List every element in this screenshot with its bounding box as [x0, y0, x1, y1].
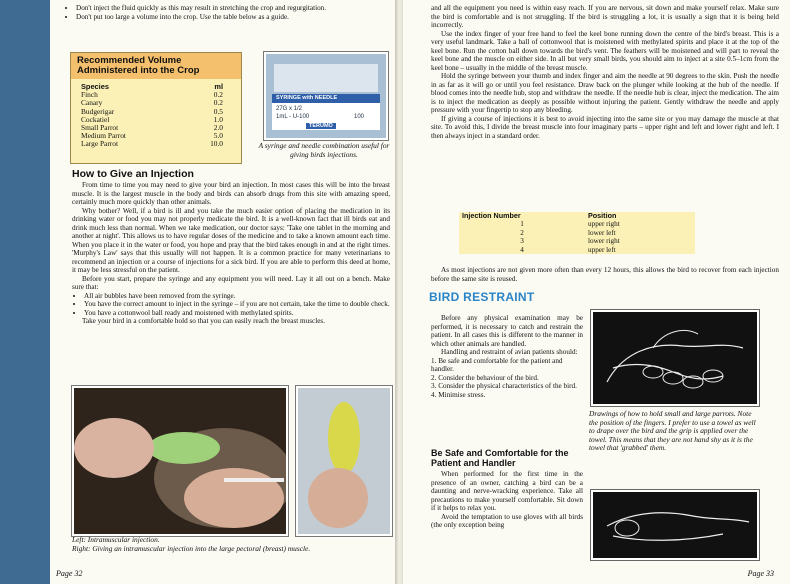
body-text [431, 470, 583, 530]
syringe-caption: A syringe and needle combination useful for giving birds injections. [258, 141, 390, 159]
page-33 [403, 0, 790, 584]
table-row: Finch 0.2 [81, 90, 223, 100]
bullet-item: • You have the correct amount to inject in the syringe – if you are not certain, take the time to double check. [84, 300, 390, 309]
photo-caption: Left: Intramuscular injection. Right: Giving an intramuscular injection into the large pectoral (breast) muscle. [72, 535, 311, 553]
list-item: 1. Be safe and comfortable for the patient and handler. [431, 356, 563, 373]
page-number: Page 33 [747, 569, 774, 578]
terumo-logo: TERUMO [306, 123, 336, 129]
subheading: Be Safe and Comfortable for the Patient and Handler [431, 448, 569, 468]
paragraph: and all the equipment you need is within easy reach. If you are nervous, sit down and make yourself relax. Make sure the bird is comfortable and is not struggling. If the bird is struggling a lot, it is usually a sign that it is being held incorrectly. [431, 4, 779, 29]
paragraph: If giving a course of injections it is best to avoid injecting into the same site or you may damage the muscle at that site. To avoid this, I divide the breast muscle into four imaginary parts – upper right and left and lower right and left. I then always inject in a standard order. [431, 114, 779, 140]
hand-sketch [593, 492, 757, 558]
body-text [431, 314, 583, 399]
section-heading: How to Give an Injection [72, 168, 194, 180]
table-row: Cockatiel 1.0 [81, 114, 223, 124]
table-row: Large Parrot 10.0 [81, 139, 223, 149]
paragraph: Before any physical examination may be performed, it is necessary to catch and restrain the patient. In all cases this is different to the manner in which other animals are handled. [431, 314, 583, 348]
injection-order-table [459, 212, 695, 254]
syringe-label: SYRINGE with NEEDLE [276, 95, 338, 101]
paragraph: Avoid the temptation to use gloves with all birds (the only exception being [431, 512, 583, 529]
paragraph: As most injections are not given more often than every 12 hours, this allows the bird to recover from each injection before the same site is reused. [431, 266, 779, 283]
numbered-list [431, 357, 583, 400]
paragraph: Hold the syringe between your thumb and index finger and aim the needle at 90 degrees to the skin. Push the needle in as far as it will go or until you feel resistance. Draw back on the plunger while looking at the hub of the needle. If blood comes into the needle hub, stop and withdraw the needle. If the needle hub is clear, inject the medication. The aim is to inject the medication as deeply as possible without injuring the patient. Gently withdraw the needle and apply pressure with your fingertip to stop any bleeding. [431, 72, 779, 114]
hand-sketch [593, 312, 757, 404]
page-32 [50, 0, 398, 584]
col-position: Position [588, 211, 617, 220]
bullet-item: • You have a cottonwool ball ready and moistened with methylated spirits. [84, 309, 390, 318]
paragraph: Use the index finger of your free hand to feel the keel bone running down the centre of the bird's breast. This is a very useful landmark. Take a ball of cottonwool that is moistened with methylated spirits and place it at the top of the keel bone. Run the cotton ball down towards the bird's vent. The feathers will be moistened and will part to reveal the keel bone and the muscle on either side. In all but very small birds, you should aim to inject at a site 0.5–1cm from the keel bone – usually in the middle of the breast muscle. [431, 29, 779, 72]
paragraph: Take your bird in a comfortable hold so that you can easily reach the breast muscles. [82, 317, 325, 325]
photo-image [74, 388, 286, 534]
paragraph: From time to time you may need to give your bird an injection. In most cases this will be into the breast muscle. It is the largest muscle in the body and birds can absorb drugs from this site with amazing speed, certainly much more quickly than other animals. [72, 181, 390, 206]
syringe-photo [264, 52, 388, 140]
syringe-size: 27G x 1/2 [276, 106, 303, 112]
col-injection-number: Injection Number [462, 211, 521, 220]
volume-table [77, 83, 227, 149]
table-row: 2 lower left [520, 228, 616, 237]
table-row: 4 upper left [520, 245, 616, 254]
paragraph: Before you start, prepare the syringe and any equipment you will need. Lay it all out on a bench. Make sure that: [72, 274, 390, 291]
page-edge [0, 0, 50, 584]
body-text [431, 4, 779, 140]
table-row: Budgerigar 0.5 [81, 106, 223, 116]
volume-table-title: Recommended Volume Administered into the Crop [71, 53, 241, 79]
photo-image [298, 388, 390, 534]
bullet-item: • Don't inject the fluid quickly as this may result in stretching the crop and regurgitation. [76, 4, 398, 13]
table-row: 3 lower right [520, 237, 620, 246]
paragraph: Why bother? Well, if a bird is ill and you take the much easier option of placing the medication in its drinking water or food you may not properly medicate the bird. It is a well-known fact that ill birds eat and drink much less than normal. When we take medication, our doctor says: 'Take one tablet in the morning and another at night'. This allows us to have regular doses of the medicine and to take a known amount each time. When you place it in the water or food, you hope and pray that the bird takes enough in and at the right times. 'Murphy's Law' says that this usually will not happen. It is a common practice for many veterinarians to recommend an injection or a course of injections for a sick bird. If you are able to perform this deed at home, it may be less stressful on the patient. [72, 206, 390, 274]
injection-photo-right [296, 386, 392, 536]
section-heading: BIRD RESTRAINT [429, 290, 535, 304]
volume-table-box [70, 52, 242, 164]
syringe-volume: 1mL - U-100 [276, 114, 310, 120]
table-row: 1 upper right [520, 220, 620, 229]
paragraph: When performed for the first time in the presence of an owner, catching a bird can be a daunting and nerve-wracking experience. Take all precautions to make yourself comfortable. Sit down if it helps to relax you. [431, 470, 583, 512]
bullet-item: • All air bubbles have been removed from the syringe. [84, 292, 390, 301]
col-species: Species [81, 82, 109, 91]
list-item: 2. Consider the behaviour of the bird. [431, 373, 539, 382]
table-row: Small Parrot 2.0 [81, 123, 223, 133]
table-row: Canary 0.2 [81, 98, 223, 108]
bullet-item: • Don't put too large a volume into the crop. Use the table below as a guide. [76, 13, 398, 22]
list-item: 4. Minimise stress. [431, 390, 486, 399]
table-row: Medium Parrot 5.0 [81, 131, 223, 141]
large-bird-hold-drawing [591, 490, 759, 560]
injection-photo-left [72, 386, 288, 536]
paragraph: Handling and restraint of avian patients should: [441, 348, 578, 356]
drawing-caption: Drawings of how to hold small and large parrots. Note the position of the fingers. I prefer to use a towel as well to drape over the bird and the grip is applied over the towel. This means that they are not hand shy as it is the towel that 'grabbed' them. [589, 409, 756, 452]
small-bird-hold-drawing [591, 310, 759, 406]
col-ml: ml [214, 82, 223, 91]
syringe-qty: 100 [354, 114, 365, 120]
top-bullets [62, 4, 398, 21]
body-text [72, 181, 390, 326]
list-item: 3. Consider the physical characteristics of the bird. [431, 382, 577, 390]
page-number: Page 32 [56, 569, 83, 578]
prep-bullets [72, 292, 390, 318]
